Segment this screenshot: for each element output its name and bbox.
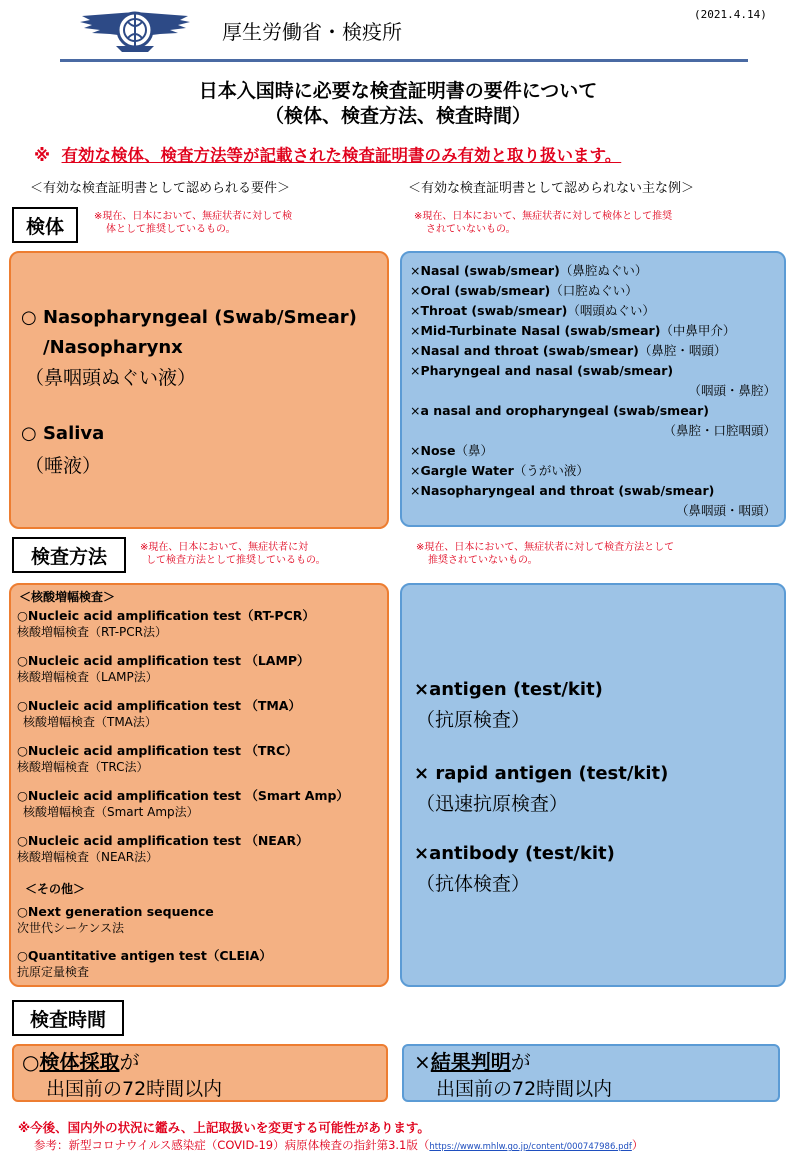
method-test-item: ○Nucleic acid amplification test （NEAR） 核酸増幅検査（NEAR法） (17, 833, 309, 864)
timing-invalid-box (402, 1044, 780, 1102)
timing-invalid-text: 出国前の72時間以内 (436, 1078, 613, 1100)
method-test-item: ○Nucleic acid amplification test （LAMP） 核酸増幅検査（LAMP法） (17, 653, 310, 684)
issue-date: (2021.4.14) (694, 8, 767, 21)
reference-line: 参考：新型コロナウイルス感染症（COVID-19）病原体検査の指針第3.1版（https://www.mhlw.go.jp/content/000747986.pdf） (34, 1138, 644, 1152)
method-other-item: ○Next generation sequence 次世代シーケンス法 (17, 904, 214, 935)
invalid-rapid-antigen: × rapid antigen (test/kit) (414, 763, 669, 784)
invalid-specimen-item: ×Nasopharyngeal and throat (swab/smear) (410, 483, 715, 498)
method-note-left: ※現在、日本において、無症状者に対 して検査方法として推奨しているもの。 (140, 542, 326, 566)
nasopharyngeal-item: ○ Nasopharyngeal (Swab/Smear) (21, 307, 357, 328)
method-test-item: ○Nucleic acid amplification test（RT-PCR） 核酸増幅検査（RT-PCR法） (17, 608, 315, 639)
validity-warning (34, 142, 621, 166)
specimen-invalid-box (400, 251, 786, 527)
quarantine-emblem-logo (70, 6, 200, 54)
specimen-note-left: ※現在、日本において、無症状者に対して検 体として推奨しているもの。 (94, 211, 293, 235)
invalid-specimen-item: ×Nose（鼻） (410, 443, 493, 458)
method-test-item: ○Nucleic acid amplification test （TRC） 核酸増幅検査（TRC法） (17, 743, 298, 774)
other-group-heading: ＜その他＞ (25, 882, 86, 896)
invalid-specimen-item: ×Throat (swab/smear)（咽頭ぬぐい） (410, 303, 655, 318)
ministry-name: 厚生労働省・検疫所 (222, 20, 402, 44)
method-test-item: ○Nucleic acid amplification test （TMA） 核酸増幅検査（TMA法） (17, 698, 301, 729)
invalid-antigen: ×antigen (test/kit) (414, 679, 603, 700)
invalid-specimen-item: ×Nasal (swab/smear)（鼻腔ぬぐい） (410, 263, 648, 278)
invalid-antibody-jp: （抗体検査） (416, 873, 531, 895)
page-title: 日本入国時に必要な検査証明書の要件について (198, 80, 598, 102)
invalid-specimen-item: ×Gargle Water（うがい液） (410, 463, 589, 478)
invalid-specimen-wrap: （咽頭・鼻腔） (688, 383, 776, 398)
warning-text: 有効な検体、検査方法等が記載された検査証明書のみ有効と取り扱います。 (61, 146, 622, 165)
valid-column-heading: ＜有効な検査証明書として認められる要件＞ (30, 181, 291, 196)
method-other-item: ○Quantitative antigen test（CLEIA） 抗原定量検査 (17, 948, 272, 979)
page-subtitle: （検体、検査方法、検査時間） (264, 105, 531, 127)
reference-link[interactable]: https://www.mhlw.go.jp/content/000747986.pdf (429, 1142, 632, 1152)
warning-mark: ※ (34, 146, 51, 165)
method-label: 検査方法 (12, 537, 126, 573)
method-invalid-box (400, 583, 786, 987)
saliva-item: ○ Saliva (21, 423, 105, 444)
invalid-specimen-wrap: （鼻咽頭・咽頭） (675, 503, 776, 518)
method-valid-box (9, 583, 389, 987)
method-test-item: ○Nucleic acid amplification test （Smart Amp） 核酸増幅検査（Smart Amp法） (17, 788, 349, 819)
timing-valid-box (12, 1044, 388, 1102)
invalid-specimen-item: ×Pharyngeal and nasal (swab/smear) (410, 363, 674, 378)
method-note-right: ※現在、日本において、無症状者に対して検査方法として 推奨されていないもの。 (416, 542, 675, 566)
invalid-specimen-item: ×Oral (swab/smear)（口腔ぬぐい） (410, 283, 638, 298)
nasopharyngeal-jp: （鼻咽頭ぬぐい液） (25, 367, 197, 389)
timing-valid-text: 出国前の72時間以内 (46, 1078, 223, 1100)
invalid-antibody: ×antibody (test/kit) (414, 843, 615, 864)
specimen-note-right: ※現在、日本において、無症状者に対して検体として推奨 されていないもの。 (414, 211, 673, 235)
timing-label: 検査時間 (12, 1000, 124, 1036)
invalid-specimen-item: ×Mid-Turbinate Nasal (swab/smear)（中鼻甲介） (410, 323, 736, 338)
timing-valid-heading: ○検体採取が (22, 1050, 140, 1074)
invalid-specimen-list (410, 261, 776, 521)
nucleic-group-heading: ＜核酸増幅検査＞ (19, 590, 116, 604)
saliva-jp: （唾液） (25, 455, 102, 477)
specimen-label: 検体 (12, 207, 78, 243)
specimen-valid-box (9, 251, 389, 529)
invalid-column-heading: ＜有効な検査証明書として認められない主な例＞ (408, 181, 695, 196)
nasopharynx-item: /Nasopharynx (43, 337, 183, 358)
timing-invalid-heading: ×結果判明が (414, 1050, 531, 1074)
invalid-antigen-jp: （抗原検査） (416, 709, 531, 731)
invalid-rapid-antigen-jp: （迅速抗原検査） (416, 793, 569, 815)
change-notice: ※今後、国内外の状況に鑑み、上記取扱いを変更する可能性があります。 (18, 1120, 430, 1135)
invalid-specimen-item: ×Nasal and throat (swab/smear)（鼻腔・咽頭） (410, 343, 727, 358)
invalid-specimen-wrap: （鼻腔・口腔咽頭） (663, 423, 776, 438)
invalid-specimen-item: ×a nasal and oropharyngeal (swab/smear) (410, 403, 709, 418)
header-rule (60, 59, 748, 62)
